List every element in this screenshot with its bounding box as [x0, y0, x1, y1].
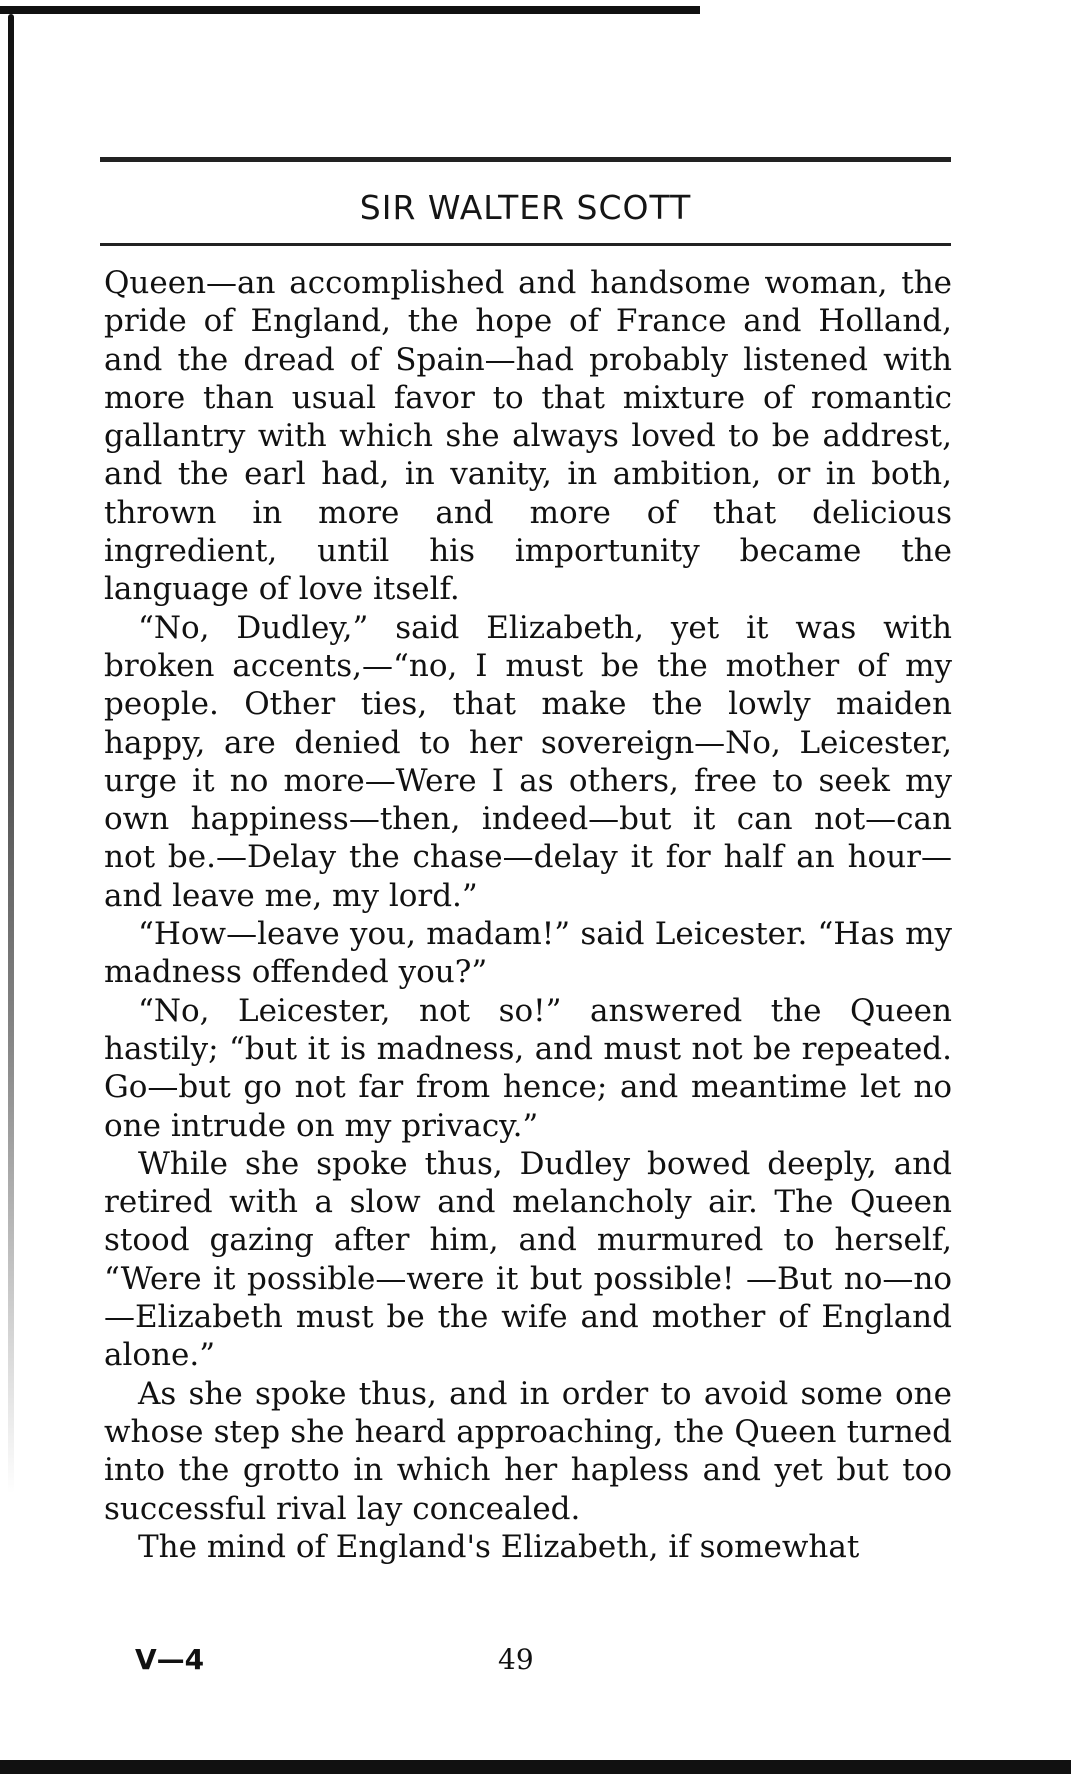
paragraph: While she spoke thus, Dudley bowed deeply, and retired with a slow and melancholy air. The Queen stood gazing after him, and murmured to herself, “Were it possible—were it but possible! —But no—no—Elizabeth must be the wife and mother of England alone.” [104, 1145, 952, 1374]
body-text [104, 264, 952, 1566]
page-number: 49 [498, 1643, 534, 1676]
binding-edge [8, 14, 14, 1494]
paragraph: “How—leave you, madam!” said Leicester. “Has my madness offended you?” [104, 916, 952, 991]
paragraph: “No, Leicester, not so!” answered the Queen hastily; “but it is madness, and must not be repeated. Go—but go not far from hence; and meantime let no one intrude on my privacy.” [104, 992, 952, 1144]
header-rule-bottom [100, 243, 951, 246]
top-edge-bar [0, 6, 700, 14]
paragraph: As she spoke thus, and in order to avoid some one whose step she heard approaching, the Queen turned into the grotto in which her hapless and yet but too successful rival lay concealed. [104, 1375, 952, 1527]
header-rule-top [100, 157, 951, 162]
bottom-edge-bar [0, 1760, 1071, 1774]
paragraph: Queen—an accomplished and handsome woman, the pride of England, the hope of France and Holland, and the dread of Spain—had probably listened with more than usual favor to that mixture of romantic gallantry with which she always loved to be addrest, and the earl had, in vanity, in ambition, or in both, thrown in more and more of that delicious ingredient, until his importunity became the language of love itself. [104, 265, 952, 608]
running-head: SIR WALTER SCOTT [359, 188, 692, 227]
paragraph: “No, Dudley,” said Elizabeth, yet it was with broken accents,—“no, I must be the mother of my people. Other ties, that make the lowly maiden happy, are denied to her sovereign—No, Leicester, urge it no more—Were I as others, free to seek my own happiness—then, indeed—but it can not—can not be.—Delay the chase—delay it for half an hour—and leave me, my lord.” [104, 609, 952, 914]
paragraph: The mind of England's Elizabeth, if somewhat [138, 1528, 860, 1565]
signature-mark: V—4 [135, 1643, 205, 1676]
